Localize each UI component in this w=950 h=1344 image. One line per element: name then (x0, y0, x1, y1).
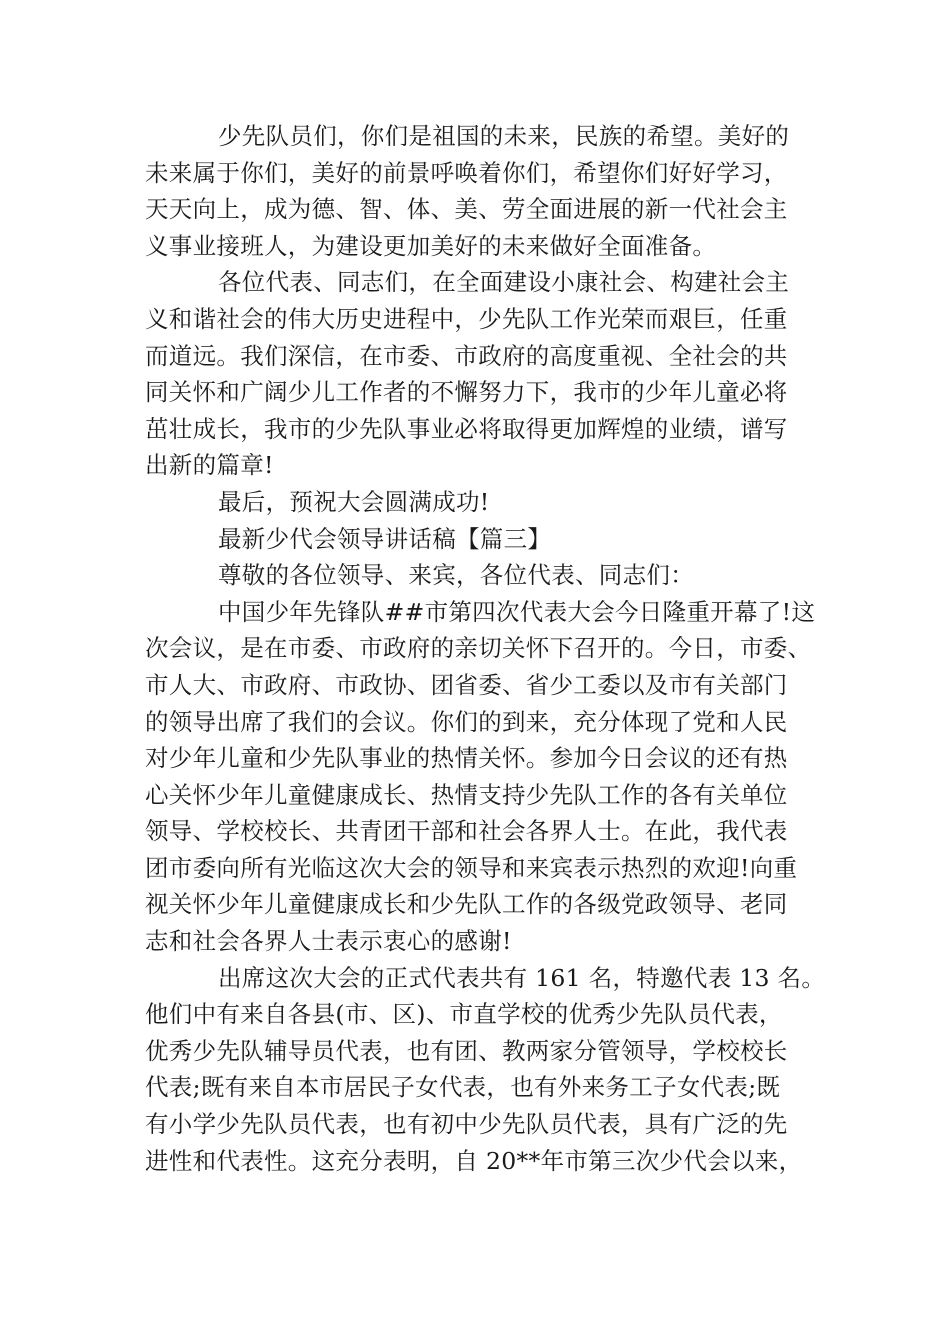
text-line: 代表;既有来自本市居民子女代表，也有外来务工子女代表;既 (145, 1073, 781, 1102)
paragraph-2 (145, 264, 805, 484)
section-title: 最新少代会领导讲话稿【篇三】 (218, 524, 552, 553)
paragraph-6 (145, 594, 816, 960)
text-line: 中国少年先锋队##市第四次代表大会今日隆重开幕了!这 (218, 597, 816, 626)
text-line: 领导、学校校长、共青团干部和社会各界人士。在此，我代表 (145, 817, 788, 846)
body-text (145, 118, 826, 1179)
text-line: 的领导出席了我们的会议。你们的到来，充分体现了党和人民 (145, 707, 788, 736)
salutation (145, 557, 805, 594)
text-line: 各位代表、同志们，在全面建设小康社会、构建社会主 (218, 268, 790, 297)
text-line: 同关怀和广阔少儿工作者的不懈努力下，我市的少年儿童必将 (145, 378, 788, 407)
text-line: 对少年儿童和少先队事业的热情关怀。参加今日会议的还有热 (145, 744, 788, 773)
text-line: 视关怀少年儿童健康成长和少先队工作的各级党政领导、老同 (145, 890, 788, 919)
text-line: 志和社会各界人士表示衷心的感谢! (145, 927, 512, 956)
text-line: 他们中有来自各县(市、区)、市直学校的优秀少先队员代表， (145, 1000, 783, 1029)
text-line: 最后，预祝大会圆满成功! (218, 487, 490, 516)
text-line: 而道远。我们深信，在市委、市政府的高度重视、全社会的共 (145, 341, 788, 370)
text-line: 茁壮成长，我市的少先队事业必将取得更加辉煌的业绩，谱写 (145, 414, 788, 443)
text-line: 次会议，是在市委、市政府的亲切关怀下召开的。今日，市委、 (145, 634, 812, 663)
text-line: 未来属于你们，美好的前景呼唤着你们，希望你们好好学习， (145, 158, 788, 187)
section-heading (145, 521, 805, 558)
text-line: 进性和代表性。这充分表明，自 20**年市第三次少代会以来， (145, 1146, 803, 1175)
text-line: 义和谐社会的伟大历史进程中，少先队工作光荣而艰巨，任重 (145, 304, 788, 333)
text-line: 出新的篇章! (145, 451, 274, 480)
text-line: 天天向上，成为德、智、体、美、劳全面进展的新一代社会主 (145, 195, 788, 224)
text-line: 少先队员们，你们是祖国的未来，民族的希望。美好的 (218, 122, 790, 150)
text-line: 义事业接班人，为建设更加美好的未来做好全面准备。 (145, 231, 717, 260)
text-line: 有小学少先队员代表，也有初中少先队员代表，具有广泛的先 (145, 1110, 788, 1139)
paragraph-1 (145, 118, 805, 264)
paragraph-7 (145, 960, 826, 1180)
text-line: 尊敬的各位领导、来宾，各位代表、同志们： (218, 561, 694, 590)
paragraph-3 (145, 484, 805, 521)
text-line: 团市委向所有光临这次大会的领导和来宾表示热烈的欢迎!向重 (145, 853, 798, 882)
text-line: 优秀少先队辅导员代表，也有团、教两家分管领导，学校校长 (145, 1036, 788, 1065)
text-line: 出席这次大会的正式代表共有 161 名，特邀代表 13 名。 (218, 963, 826, 992)
text-line: 心关怀少年儿童健康成长、热情支持少先队工作的各有关单位 (145, 780, 788, 809)
text-line: 市人大、市政府、市政协、团省委、省少工委以及市有关部门 (145, 670, 788, 699)
